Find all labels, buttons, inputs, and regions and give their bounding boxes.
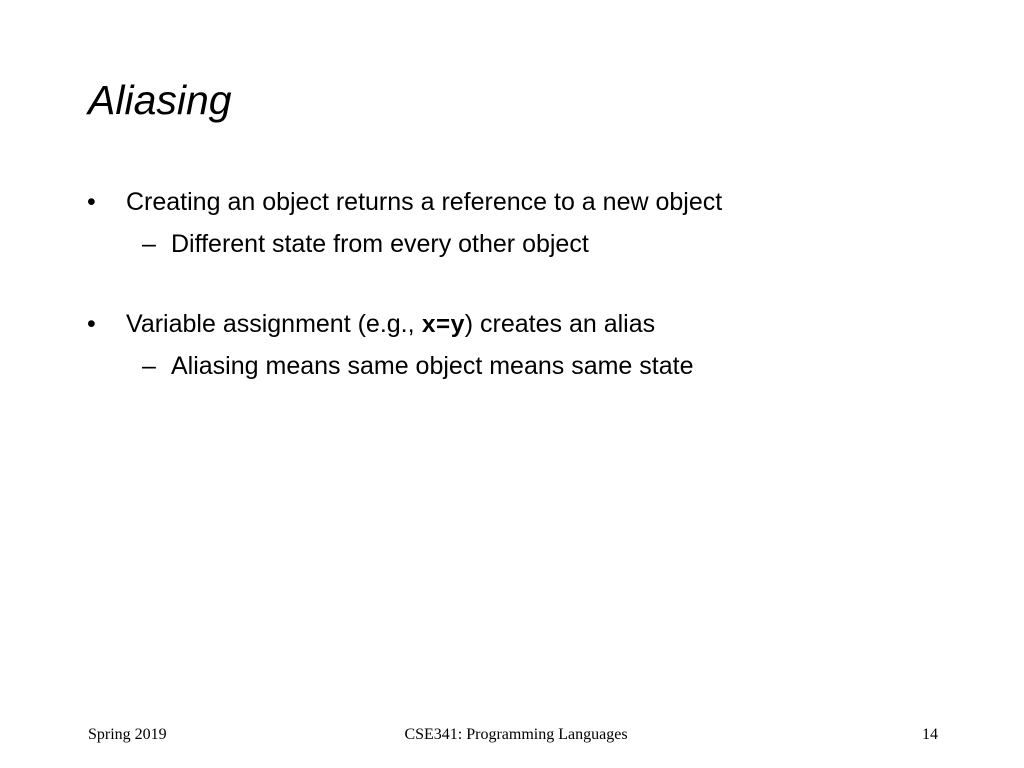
sub-bullet-row: [0, 223, 1024, 265]
sub-bullet-row: [0, 345, 1024, 387]
bullet-row: [0, 303, 1024, 345]
dash-icon: –: [142, 352, 156, 380]
bullet-row: [0, 181, 1024, 223]
bullet-dot-icon: •: [87, 188, 96, 216]
sub-bullet-text: Different state from every other object: [171, 230, 589, 258]
bullet-text-after-code: ) creates an alias: [464, 310, 656, 338]
bullet-item-2: [0, 303, 1024, 387]
bullet-dot-icon: •: [87, 310, 96, 338]
footer-course: CSE341: Programming Languages: [404, 726, 628, 743]
sub-bullet-text: Aliasing means same object means same state: [171, 352, 694, 380]
bullet-text-before-code: Variable assignment (e.g.,: [126, 310, 422, 338]
bullet-text: Creating an object returns a reference to a new object: [126, 188, 723, 216]
footer-term: Spring 2019: [88, 726, 167, 743]
bullet-text: [126, 303, 655, 348]
inline-code: x=y: [421, 313, 465, 340]
slide-title: Aliasing: [88, 77, 232, 123]
page-number: 14: [922, 726, 938, 743]
dash-icon: –: [142, 230, 156, 258]
bullet-item-1: [0, 181, 1024, 265]
